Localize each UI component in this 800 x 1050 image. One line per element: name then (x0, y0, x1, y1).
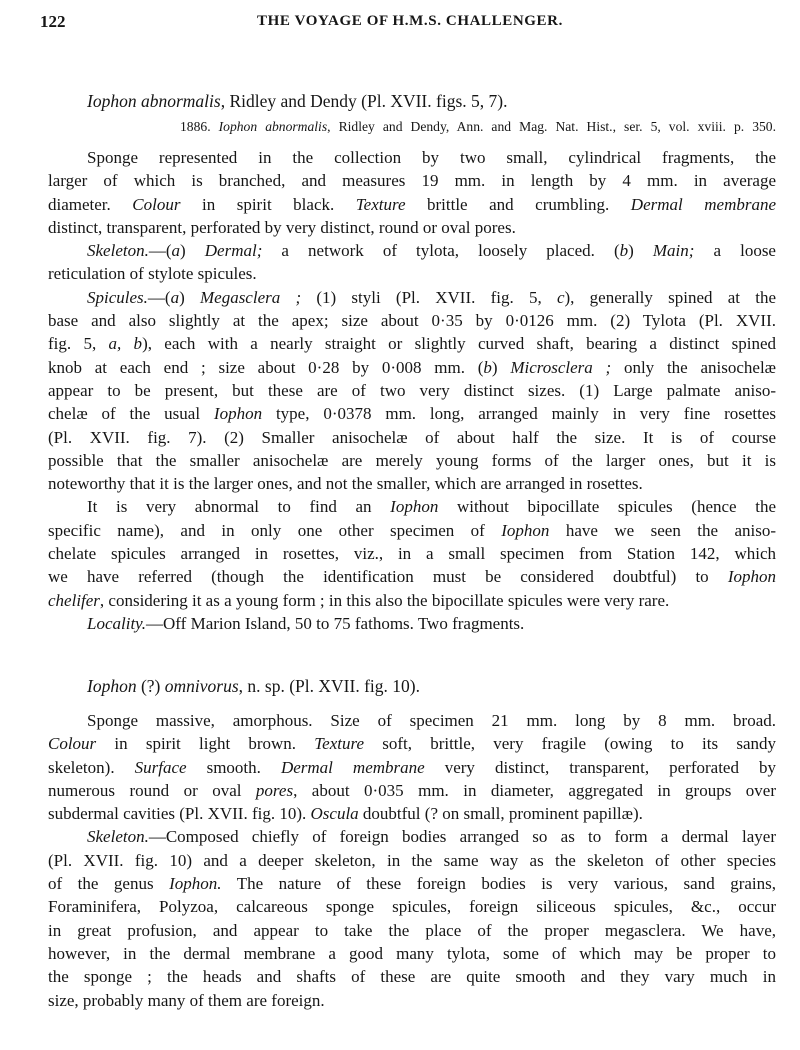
text-run: size, probably many of them are foreign. (48, 990, 325, 1010)
italic-text: Iophon abnormalis (87, 91, 221, 111)
text-run: specific name), and in only one other specimen of (48, 520, 502, 540)
italic-text: a, b (108, 334, 143, 354)
text-line (48, 756, 776, 779)
italic-text: Colour (132, 194, 181, 214)
text-line (48, 919, 776, 942)
text-run: skeleton). (48, 757, 135, 777)
text-run: a network of tylota, loosely placed. ( (262, 241, 620, 261)
text-line (48, 709, 776, 732)
text-run: —Off Marion Island, 50 to 75 fathoms. Two fragments. (146, 613, 525, 633)
text-run: only the anisochelæ (611, 357, 777, 377)
text-run: ), generally spined at the (564, 287, 777, 307)
italic-text: Spicules. (87, 287, 148, 307)
italic-text: Texture (355, 194, 406, 214)
text-run: a loose (694, 241, 776, 261)
text-line (48, 589, 776, 612)
text-line (48, 356, 776, 379)
text-run: subdermal cavities (Pl. XVII. fig. 10). (48, 804, 311, 824)
italic-text: Main; (652, 241, 695, 261)
text-run: the sponge ; the heads and shafts of these are quite smooth and they vary much in (48, 967, 776, 987)
text-run: have we seen the aniso- (549, 520, 776, 540)
text-run: (Pl. XVII. fig. 10) and a deeper skeleton, in the same way as the skeleton of other species (48, 850, 776, 870)
species-heading-iophon-omnivorus (87, 676, 420, 697)
text-run: chelate spicules arranged in rosettes, viz., in a small specimen from Station 142, which (48, 544, 776, 564)
text-line (48, 426, 776, 449)
text-run: smooth. (186, 757, 281, 777)
text-line (48, 942, 776, 965)
italic-text: Iophon (390, 497, 439, 517)
italic-text: Iophon abnormalis (218, 119, 328, 134)
italic-text: Skeleton. (87, 241, 149, 261)
paragraph (48, 239, 776, 286)
text-run: reticulation of stylote spicules. (48, 264, 257, 284)
text-run: appear to be present, but these are of two very distinct sizes. (1) Large palmate aniso- (48, 380, 776, 400)
italic-text: Iophon (501, 520, 550, 540)
text-run: fig. 5, (48, 334, 109, 354)
text-run: , Ridley and Dendy (Pl. XVII. figs. 5, 7). (220, 91, 508, 111)
text-run: , n. sp. (Pl. XVII. fig. 10). (238, 676, 420, 696)
italic-text: c (556, 287, 565, 307)
text-run: soft, brittle, very fragile (owing to its sandy (364, 734, 776, 754)
running-title: THE VOYAGE OF H.M.S. CHALLENGER. (257, 13, 563, 29)
text-run: chelæ of the usual (48, 404, 214, 424)
species-heading-iophon-abnormalis (87, 91, 507, 112)
italic-text: Iophon. (169, 874, 222, 894)
text-run: very distinct, transparent, perforated by (424, 757, 777, 777)
italic-text: Dermal; (204, 241, 263, 261)
text-run: in spirit black. (180, 194, 356, 214)
text-line (48, 402, 776, 425)
page-number: 122 (40, 12, 66, 31)
text-line (48, 989, 776, 1012)
section2-body (48, 709, 776, 1012)
text-run: —( (148, 241, 172, 261)
text-run: without bipocillate spicules (hence the (438, 497, 776, 517)
text-line (48, 169, 776, 192)
text-line (48, 965, 776, 988)
text-run: Sponge represented in the collection by two small, cylindrical fragments, the (87, 148, 776, 167)
paragraph (48, 709, 776, 825)
text-line (48, 779, 776, 802)
text-line (48, 309, 776, 332)
text-run: It is very abnormal to find an (87, 497, 391, 517)
italic-text: Colour (48, 734, 97, 754)
text-line (48, 802, 776, 825)
text-run: Foraminifera, Polyzoa, calcareous sponge spicules, foreign siliceous spicules, &c., occur (48, 897, 776, 917)
text-run: The nature of these foreign bodies is very various, sand grains, (221, 874, 777, 894)
italic-text: Dermal membrane (630, 194, 777, 214)
text-line (48, 519, 776, 542)
text-line (48, 732, 776, 755)
text-line (48, 565, 776, 588)
text-run: numerous round or oval (48, 780, 256, 800)
text-line (48, 216, 776, 239)
text-run: (Pl. XVII. fig. 7). (2) Smaller anisochelæ of about half the size. It is of course (48, 427, 776, 447)
italic-text: b (619, 241, 629, 261)
text-run: ) (179, 287, 200, 307)
italic-text: b (483, 357, 492, 377)
text-line (48, 146, 776, 169)
text-run: , about 0·035 mm. in diameter, aggregated in groups over (293, 780, 776, 800)
text-run: (1) styli (Pl. XVII. fig. 5, (301, 287, 557, 307)
text-line (48, 379, 776, 402)
text-run: in spirit light brown. (96, 734, 315, 754)
text-run: diameter. (48, 194, 133, 214)
text-run: ) (491, 357, 511, 377)
text-line (48, 262, 776, 285)
italic-text: Microsclera ; (510, 357, 612, 377)
text-run: possible that the smaller anisochelæ are merely young forms of the larger ones, but it is (48, 450, 776, 470)
text-line (48, 542, 776, 565)
italic-text: Oscula (310, 804, 359, 824)
text-line (48, 849, 776, 872)
text-line (48, 449, 776, 472)
italic-text: Dermal membrane (280, 757, 425, 777)
text-line (48, 472, 776, 495)
text-run: distinct, transparent, perforated by very distinct, round or oval pores. (48, 217, 516, 237)
text-run: 1886. (180, 119, 219, 134)
italic-text: omnivorus (164, 676, 239, 696)
paragraph (48, 825, 776, 1011)
text-run: brittle and crumbling. (405, 194, 631, 214)
text-run: ) (628, 241, 653, 261)
text-run: in great profusion, and appear to take the place of the proper megasclera. We have, (48, 920, 776, 940)
text-run: —Composed chiefly of foreign bodies arranged so as to form a dermal layer (148, 827, 776, 847)
text-line (48, 332, 776, 355)
text-line (48, 872, 776, 895)
text-line (48, 495, 776, 518)
italic-text: a (170, 287, 180, 307)
text-line (48, 193, 776, 216)
paragraph (48, 286, 776, 496)
text-line (48, 239, 776, 262)
paragraph (48, 495, 776, 611)
italic-text: Megasclera ; (199, 287, 302, 307)
text-line (48, 895, 776, 918)
text-run: ), each with a nearly straight or slightly curved shaft, bearing a distinct spined (142, 334, 776, 354)
text-run: we have referred (though the identification must be considered doubtful) to (48, 567, 728, 587)
text-run: , considering it as a young form ; in this also the bipocillate spicules were very rare. (99, 590, 670, 610)
text-run: however, in the dermal membrane a good many tylota, some of which may be proper to (48, 943, 776, 963)
italic-text: Iophon (87, 676, 137, 696)
text-run: doubtful (? on small, prominent papillæ). (358, 804, 643, 824)
paragraph (48, 146, 776, 239)
italic-text: Surface (134, 757, 187, 777)
text-run: —( (147, 287, 171, 307)
text-line (48, 612, 776, 635)
text-run: base and also slightly at the apex; size about 0·35 by 0·0126 mm. (2) Tylota (Pl. XVII. (48, 311, 776, 331)
text-line (48, 825, 776, 848)
italic-text: Skeleton. (87, 827, 149, 847)
text-run: knob at each end ; size about 0·28 by 0·008 mm. ( (48, 357, 484, 377)
italic-text: pores (255, 780, 294, 800)
italic-text: Locality. (87, 613, 147, 633)
paragraph (48, 612, 776, 635)
italic-text: a (171, 241, 181, 261)
text-run: noteworthy that it is the larger ones, and not the smaller, which are arranged in rosettes. (48, 474, 643, 494)
text-run: of the genus (48, 874, 170, 894)
text-run: Sponge massive, amorphous. Size of specimen 21 mm. long by 8 mm. broad. (87, 711, 776, 730)
text-run: type, 0·0378 mm. long, arranged mainly in very fine rosettes (262, 404, 777, 424)
italic-text: chelifer (48, 590, 100, 610)
section1-body (48, 146, 776, 635)
text-run: ) (180, 241, 205, 261)
italic-text: Texture (314, 734, 365, 754)
italic-text: Iophon (213, 404, 263, 424)
synonymy-citation (180, 119, 776, 135)
text-run: , Ridley and Dendy, Ann. and Mag. Nat. Hist., ser. 5, vol. xviii. p. 350. (327, 119, 776, 134)
text-line (48, 286, 776, 309)
text-run: (?) (136, 676, 165, 696)
text-run: larger of which is branched, and measures 19 mm. in length by 4 mm. in average (48, 171, 776, 191)
italic-text: Iophon (727, 567, 776, 587)
